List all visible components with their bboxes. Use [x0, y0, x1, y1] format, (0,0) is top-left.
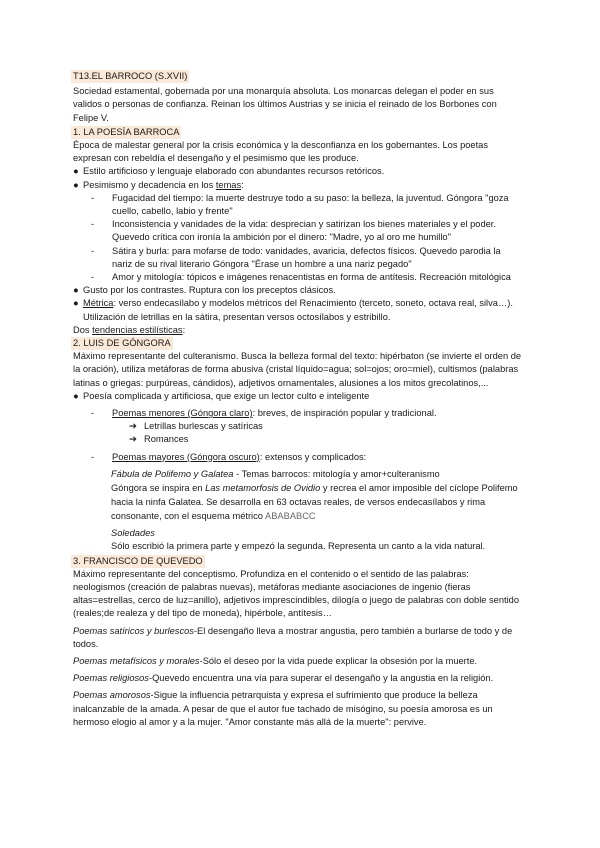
section-heading-gongora: 2. LUIS DE GÓNGORA	[71, 337, 173, 350]
paragraph: Poemas religiosos-Quevedo encuentra una vía para superar el desengaño y la angustia en la religión.	[73, 673, 494, 684]
fabula-block: Fábula de Polifemo y Galatea - Temas barrocos: mitología y amor+culteranismo Góngora se inspira en Las metamorfosis de Ovidio y recrea el amor imposible del cíclope Polifemo hacia la ninfa Galatea. Se desarrolla en 63 octavas reales, de versos endecasílabos y rima consonante, con el esquema métrico ABABABCC Soledades Sólo escribió la primera parte y empezó la segunda. Representa un canto a la vida natural.	[111, 468, 518, 552]
intro-paragraph: Sociedad estamental, gobernada por una monarquía absoluta. Los monarcas delegan el poder en sus validos o personas de confianza. Reinan los últimos Austrias y se inicia el reinado de los Borbones con Felipe V.	[73, 86, 497, 123]
dash-item: - Poemas menores (Góngora claro): breves, de inspiración popular y tradicional.	[91, 408, 437, 419]
dash-item: - Fugacidad del tiempo: la muerte destruye todo a su paso: la belleza, la juventud. Góngora "goza cuello, cabello, labio y frente"	[91, 192, 509, 217]
paragraph: Poemas amorosos-Sigue la influencia petrarquista y expresa el sufrimiento que produce la belleza inalcanzable de la amada. A pesar de que el autor fue tachado de misógino, su poesía amorosa es un hermoso elogio al amor y a la mujer. "Amor constante más allá de la muerte": pervive.	[73, 690, 493, 727]
arrow-icon: ➔	[129, 434, 137, 445]
paragraph: Máximo representante del culteranismo. Busca la belleza formal del texto: hipérbaton (se invierte el orden de la oración), utiliza metáforas de forma abusiva (cristal líquido=agua; sol=ojos; oro=miel), cultismos (palabras latinas o griegas: purpúreas, cándidos), adjetivos ornamentales, alusiones a los mitos grecolatinos,...	[73, 351, 522, 388]
bullet-item: ● Métrica: verso endecasílabo y modelos métricos del Renacimiento (terceto, soneto, octava real, silva…). Utilización de letrillas en la sátira, presentan versos octosílabos y estribillo.	[73, 298, 513, 322]
paragraph: Poemas satíricos y burlescos-El desengaño lleva a mostrar angustia, pero también a burlarse de todo y de todos.	[73, 625, 513, 649]
dash-item: - Inconsistencia y vanidades de la vida: desprecian y satirizan los bienes materiales y el poder. Quevedo crítica con ironía la ambición por el dinero: "Madre, yo al oro me humillo"	[91, 219, 496, 243]
paragraph: Máximo representante del conceptismo. Profundiza en el contenido o el sentido de las palabras: neologismos (creación de palabras nuevas), metáforas mediante asociaciones de ingenio (fieras altas=estrellas, cerco de luz=anillo), adjetivos imprescindibles, dilogía o juego de palabras con doble sentido (reales;de realeza y del tipo de moneda), hipérbole, antítesis…	[73, 568, 520, 619]
document-title: T13.EL BARROCO (S.XVII)	[71, 70, 189, 83]
arrow-item: ➔ Letrillas burlescas y satíricas	[73, 420, 523, 433]
dash-item: - Poemas mayores (Góngora oscuro): extensos y complicados:	[91, 451, 367, 462]
arrow-icon: ➔	[129, 421, 137, 432]
arrow-item: ➔ Romances	[73, 433, 523, 446]
paragraph: Poemas metafísicos y morales-Sólo el deseo por la vida puede explicar la obsesión por la muerte.	[73, 655, 478, 666]
section-heading-quevedo: 3. FRANCISCO DE QUEVEDO	[71, 555, 205, 568]
bullet-item: ● Pesimismo y decadencia en los temas:	[73, 179, 244, 190]
bullet-item: ● Gusto por los contrastes. Ruptura con los preceptos clásicos.	[73, 285, 336, 296]
dash-item: - Amor y mitología: tópicos e imágenes renacentistas en forma de antítesis. Recreación mitológica	[91, 272, 511, 283]
bullet-item: ● Estilo artificioso y lenguaje elaborado con abundantes recursos retóricos.	[73, 166, 385, 177]
section-heading-poesia-barroca: 1. LA POESÍA BARROCA	[71, 126, 181, 139]
document-page	[73, 70, 523, 729]
paragraph: Época de malestar general por la crisis económica y la desconfianza en los gobernantes. Los poetas expresan con rebeldía el desengaño y el pesimismo que les produce.	[73, 140, 488, 164]
paragraph: Dos tendencias estilísticas:	[73, 324, 186, 335]
dash-item: - Sátira y burla: para mofarse de todo: vanidades, avaricia, defectos físicos. Quevedo parodia la nariz de su rival literario Góngora "Érase un hombre a una nariz pegado"	[91, 245, 501, 269]
bullet-item: ● Poesía complicada y artificiosa, que exige un lector culto e inteligente	[73, 390, 370, 401]
